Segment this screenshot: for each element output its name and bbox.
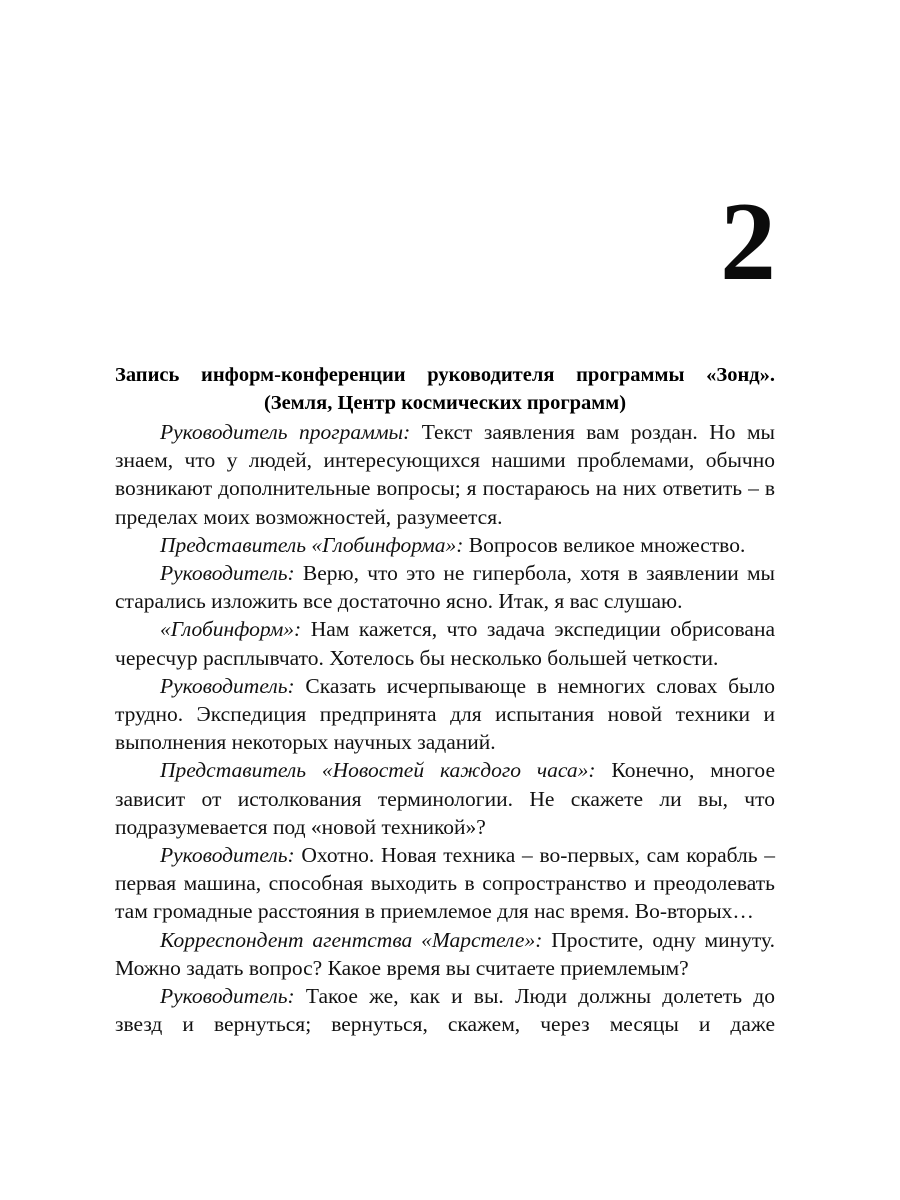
text-column bbox=[115, 362, 775, 1038]
speaker-label: Руководитель: bbox=[160, 673, 295, 698]
speaker-label: Корреспондент агентства «Марстеле»: bbox=[160, 927, 543, 952]
chapter-heading-line-2: (Земля, Центр космических программ) bbox=[263, 391, 627, 414]
dialogue-paragraph bbox=[115, 531, 775, 559]
paragraph-text: Верю, что это не гипербола, хотя в заявлении мы старались изложить все достаточно ясно. Итак, я вас слушаю. bbox=[115, 561, 775, 614]
dialogue-paragraph bbox=[115, 756, 775, 841]
paragraph-text: Простите, одну минуту. Можно задать вопрос? Какое время вы считаете приемлемым? bbox=[115, 927, 775, 980]
speaker-label: Руководитель программы: bbox=[160, 420, 411, 444]
dialogue-paragraph bbox=[115, 615, 775, 671]
dialogue-paragraph bbox=[115, 559, 775, 615]
speaker-label: «Глобинформ»: bbox=[160, 617, 302, 642]
speaker-label: Руководитель: bbox=[160, 843, 295, 868]
dialogue-paragraph bbox=[115, 926, 775, 982]
chapter-heading bbox=[115, 362, 775, 417]
speaker-label: Руководитель: bbox=[160, 561, 295, 586]
dialogue-paragraph bbox=[115, 418, 775, 531]
speaker-label: Представитель «Новостей каждого часа»: bbox=[160, 758, 596, 783]
speaker-label: Представитель «Глобинформа»: bbox=[160, 532, 464, 557]
paragraph-text: Сказать исчерпывающе в немногих словах было трудно. Экспедиция предпринята для испытания новой техники и выполнения некоторых научных заданий. bbox=[115, 673, 775, 755]
chapter-number: 2 bbox=[720, 180, 775, 304]
chapter-heading-line-1: Запись информ-конференции руководителя программы «Зонд». bbox=[115, 364, 775, 386]
paragraph-text: Текст заявления вам роздан. Но мы знаем, что у людей, интересующихся нашими проблемами, обычно возникают дополнительные вопросы; я постараюсь на них ответить – в пределах моих возможностей, разумеется. bbox=[115, 420, 775, 529]
paragraph-text: Такое же, как и вы. Люди должны долететь до звезд и вернуться; вернуться, скажем, через месяцы и даже bbox=[115, 984, 775, 1037]
dialogue-paragraph bbox=[115, 982, 775, 1038]
dialogue-paragraph bbox=[115, 841, 775, 926]
paragraph-text: Вопросов великое множество. bbox=[463, 532, 746, 557]
paragraph-text: Нам кажется, что задача экспедиции обрисована чересчур расплывчато. Хотелось бы несколько большей четкости. bbox=[115, 617, 775, 670]
speaker-label: Руководитель: bbox=[160, 984, 295, 1009]
dialogue-paragraph bbox=[115, 672, 775, 757]
paragraph-text: Охотно. Новая техника – во-первых, сам корабль – первая машина, способная выходить в сопространство и преодолевать там громадные расстояния в приемлемое для нас время. Во-вторых… bbox=[115, 843, 775, 924]
paragraph-text: Конечно, многое зависит от истолкования терминологии. Не скажете ли вы, что подразумевается под «новой техникой»? bbox=[115, 758, 775, 839]
